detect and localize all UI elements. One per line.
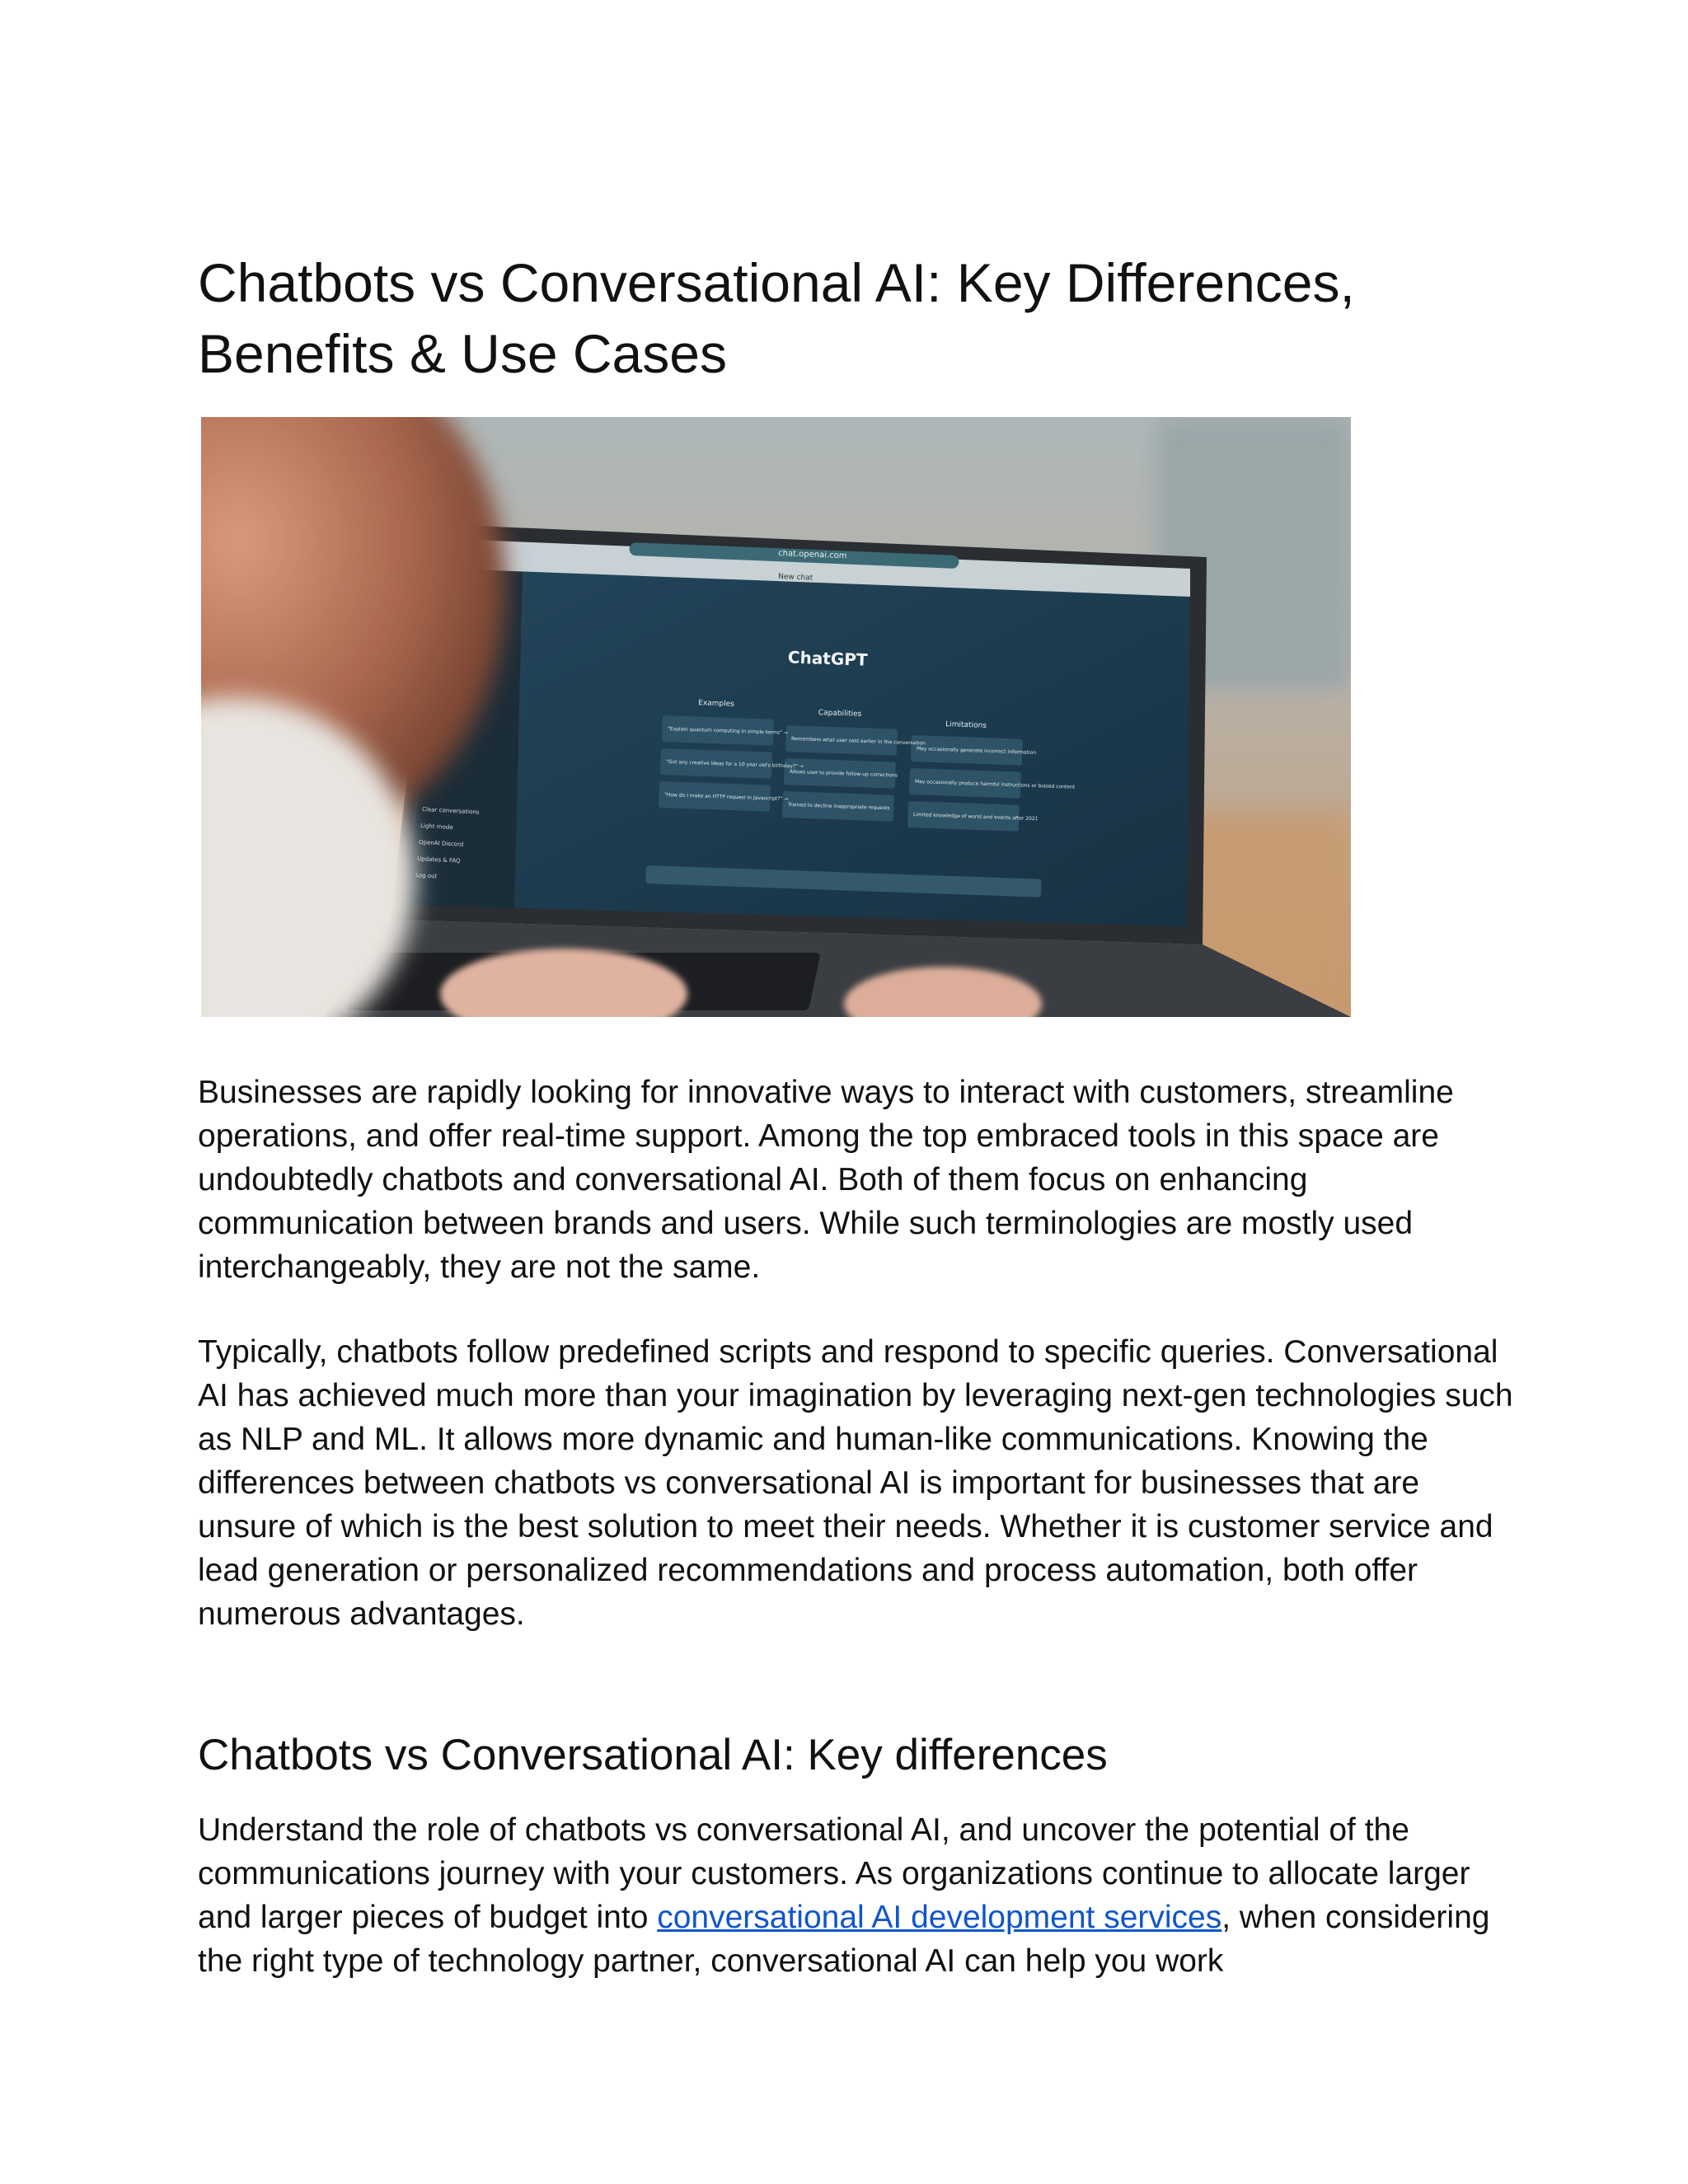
paragraph-text: , when considering the right type of technology partner, conversational AI can help you work bbox=[198, 1900, 1490, 1979]
column-heading: Limitations bbox=[945, 720, 987, 730]
card-text: Limited knowledge of world and events after 2021 bbox=[912, 812, 1039, 823]
card-text: May occasionally generate incorrect information bbox=[916, 746, 1037, 757]
tab-label: New chat bbox=[777, 573, 814, 583]
card-text: "Got any creative ideas for a 10 year old's birthday?" → bbox=[665, 759, 804, 770]
section-paragraph bbox=[198, 1808, 1517, 1983]
sidebar-item: OpenAI Discord bbox=[418, 839, 464, 848]
card-text: "How do I make an HTTP request in Javascript?" → bbox=[663, 792, 789, 803]
intro-paragraph: Businesses are rapidly looking for innovative ways to interact with customers, streamline operations, and offer real-time support. Among the top embraced tools in this space are undoubtedly chatbots and conversational AI. Both of them focus on enhancing communication between brands and users. While such terminologies are mostly used interchangeably, they are not the same. bbox=[198, 1075, 1454, 1285]
paragraph-text: Understand the role of chatbots vs conversational AI, and uncover the potential of the communications journey with your customers. As organizations continue to allocate larger and larger pieces of budget into bbox=[198, 1812, 1470, 1935]
body-paragraph: Typically, chatbots follow predefined scripts and respond to specific queries. Conversational AI has achieved much more than your imagination by leveraging next-gen technologies such as NLP and ML. It allows more dynamic and human-like communications. Knowing the differences between chatbots vs conversational AI is important for businesses that are unsure of which is the best solution to meet their needs. Whether it is customer service and lead generation or personalized recommendations and process automation, both offer numerous advantages. bbox=[198, 1334, 1513, 1632]
sidebar-item: Light mode bbox=[420, 823, 453, 832]
card-text: Remembers what user said earlier in the conversation bbox=[790, 736, 926, 747]
conversational-ai-services-link[interactable]: conversational AI development services bbox=[657, 1900, 1222, 1935]
column-heading: Capabilities bbox=[818, 709, 862, 719]
sidebar-item: Clear conversations bbox=[421, 806, 480, 816]
card-text: Trained to decline inappropriate requests bbox=[787, 802, 890, 812]
column-heading: Examples bbox=[698, 699, 735, 709]
section-heading: Chatbots vs Conversational AI: Key differences bbox=[198, 1731, 1108, 1779]
url-bar-text: chat.openai.com bbox=[777, 549, 847, 561]
card-text: Allows user to provide follow-up corrections bbox=[789, 769, 898, 779]
card-text: May occasionally produce harmful instructions or biased content bbox=[914, 779, 1076, 790]
sidebar-item: Log out bbox=[415, 872, 438, 880]
sidebar-item: Updates & FAQ bbox=[416, 855, 461, 865]
hero-image bbox=[201, 417, 1351, 1017]
document-title: Chatbots vs Conversational AI: Key Differences, Benefits & Use Cases bbox=[198, 252, 1355, 384]
screen-header: ChatGPT bbox=[787, 647, 868, 670]
card-text: "Explain quantum computing in simple terms" → bbox=[667, 726, 788, 737]
